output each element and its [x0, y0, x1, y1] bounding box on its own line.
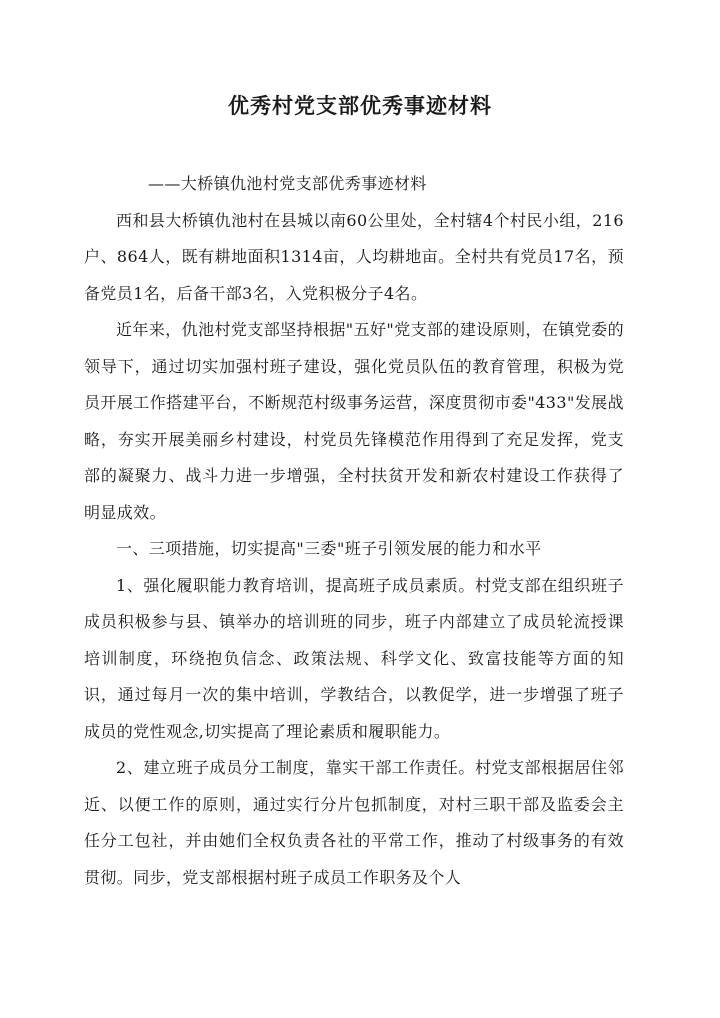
document-subtitle: ——大桥镇仇池村党支部优秀事迹材料	[148, 174, 427, 193]
paragraph-division-of-work: 2、建立班子成员分工制度，靠实干部工作责任。村党支部根据居住邻近、以便工作的原则，通过实行分片包抓制度，对村三职干部及监委会主任分工包社，并由她们全权负责各社的平常工作，推动了村级事务的有效贯彻。同步，党支部根据村班子成员工作职务及个人	[84, 758, 624, 887]
document-title: 优秀村党支部优秀事迹材料	[228, 93, 492, 118]
section-heading-three-measures: 一、三项措施，切实提高"三委"班子引领发展的能力和水平	[116, 539, 542, 558]
paragraph-village-overview: 西和县大桥镇仇池村在县城以南60公里处，全村辖4个村民小组，216户、864人，既有耕地面积1314亩，人均耕地亩。全村共有党员17名，预备党员1名，后备干部3名，入党积极分子4名。	[84, 210, 624, 303]
paragraph-achievements-summary: 近年来，仇池村党支部坚持根据"五好"党支部的建设原则，在镇党委的领导下，通过切实加强村班子建设，强化党员队伍的教育管理，积极为党员开展工作搭建平台，不断规范村级事务运营，深度贯彻市委"433"发展战略，夯实开展美丽乡村建设，村党员先锋模范作用得到了充足发挥，党支部的凝聚力、战斗力进一步增强，全村扶贫开发和新农村建设工作获得了明显成效。	[84, 320, 624, 522]
document-body	[84, 166, 624, 896]
paragraph-training: 1、强化履职能力教育培训，提高班子成员素质。村党支部在组织班子成员积极参与县、镇举办的培训班的同步，班子内部建立了成员轮流授课培训制度，环绕抱负信念、政策法规、科学文化、致富技能等方面的知识，通过每月一次的集中培训，学教结合，以教促学，进一步增强了班子成员的党性观念,切实提高了理论素质和履职能力。	[84, 575, 624, 741]
